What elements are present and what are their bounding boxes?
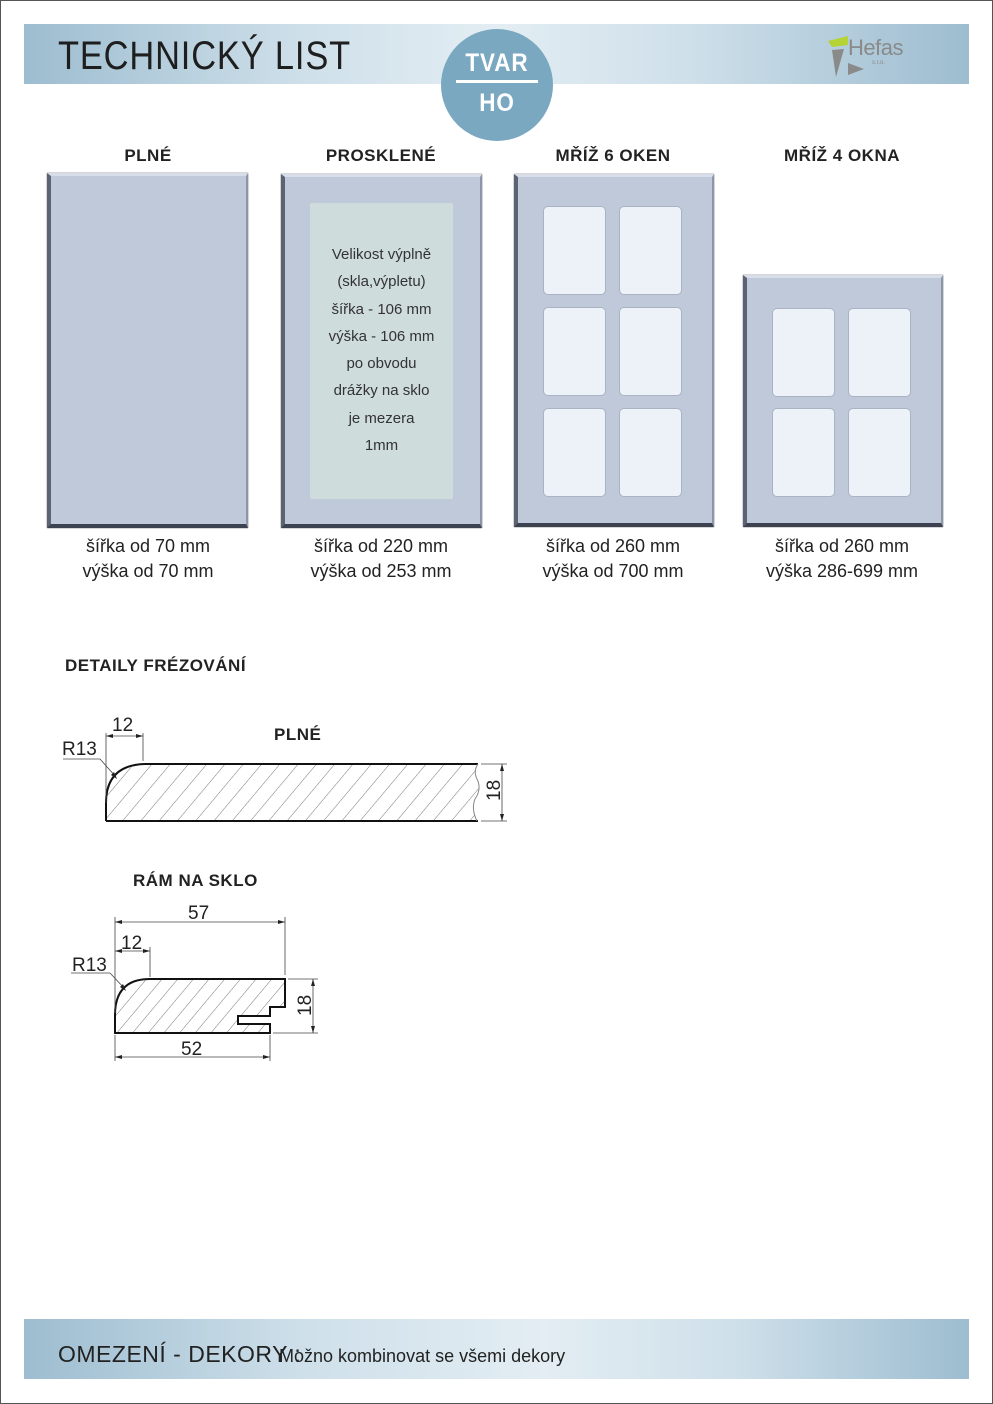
door-glazed-illustration [281,174,482,528]
min-width: šířka od 70 mm [85,536,211,556]
glass-note-line: je mezera [348,409,415,427]
variant-dims-grid-6 [503,534,723,584]
window-pane [619,206,682,295]
window-pane [619,408,682,497]
min-width: šířka od 220 mm [313,536,449,556]
window-pane [543,408,606,497]
badge-label: TVAR [465,49,529,77]
badge-value: HO [479,89,515,117]
glass-note-line: šířka - 106 mm [331,300,432,318]
window-pane [848,308,911,397]
min-width: šířka od 260 mm [774,536,910,556]
radius-label: R13 [62,739,97,760]
variant-dims-grid-4 [732,534,952,584]
window-pane [772,308,835,397]
logo-text: Hefas [848,35,903,60]
dim-height-label: 18 [295,994,316,1016]
height-range: výška 286-699 mm [765,561,919,581]
min-height: výška od 253 mm [310,561,452,581]
glass-note-line: Velikost výplně [331,246,432,263]
variant-title-glazed: PROSKLENÉ [325,146,437,165]
dim-bottom-label: 52 [181,1039,203,1060]
company-logo [826,33,916,79]
profile-hatch [106,764,479,821]
profile-glass-frame-title: RÁM NA SKLO [133,871,258,890]
glass-note-line: drážky na sklo [333,382,430,400]
min-height: výška od 70 mm [82,561,214,581]
glass-note [310,241,453,459]
milling-section-title: DETAILY FRÉZOVÁNÍ [65,656,247,675]
variant-title-grid-6: MŘÍŽ 6 OKEN [555,146,671,165]
profile-glass-frame-drawing [60,895,330,1065]
window-pane [619,307,682,396]
profile-full-title: PLNÉ [274,725,322,744]
dim-top-label: 12 [112,715,134,736]
door-full-illustration [47,173,248,528]
window-pane [543,206,606,295]
door-grid-6-illustration [514,174,714,527]
glass-note-line: výška - 106 mm [328,327,435,345]
glass-panel [310,203,453,499]
restrictions-value: Možno kombinovat se všemi dekory [279,1346,566,1366]
profile-full-drawing [55,705,525,835]
logo-subtext: s.r.o. [872,60,886,66]
glass-note-line: (skla,výpletu) [337,273,426,291]
window-pane [848,408,911,497]
restrictions-label: OMEZENÍ - DEKORY : [58,1341,302,1367]
glass-note-line: 1mm [364,437,399,455]
door-grid-4-illustration [743,275,943,527]
glass-note-line: po obvodu [346,355,417,373]
window-pane [543,307,606,396]
variant-title-full: PLNÉ [124,146,172,165]
min-width: šířka od 260 mm [545,536,681,556]
shape-badge [441,29,553,141]
dim-height-label: 18 [484,779,505,801]
min-height: výška od 700 mm [542,561,684,581]
radius-label: R13 [72,955,107,976]
variant-title-grid-4: MŘÍŽ 4 OKNA [784,146,900,165]
page-title: TECHNICKÝ LIST [58,34,352,78]
variant-dims-glazed [271,534,491,584]
dim-top-label: 12 [121,933,143,954]
variant-dims-full [38,534,258,584]
profile-outline [115,979,285,1033]
badge-divider [456,80,538,83]
window-pane [772,408,835,497]
dim-total-label: 57 [188,903,210,924]
